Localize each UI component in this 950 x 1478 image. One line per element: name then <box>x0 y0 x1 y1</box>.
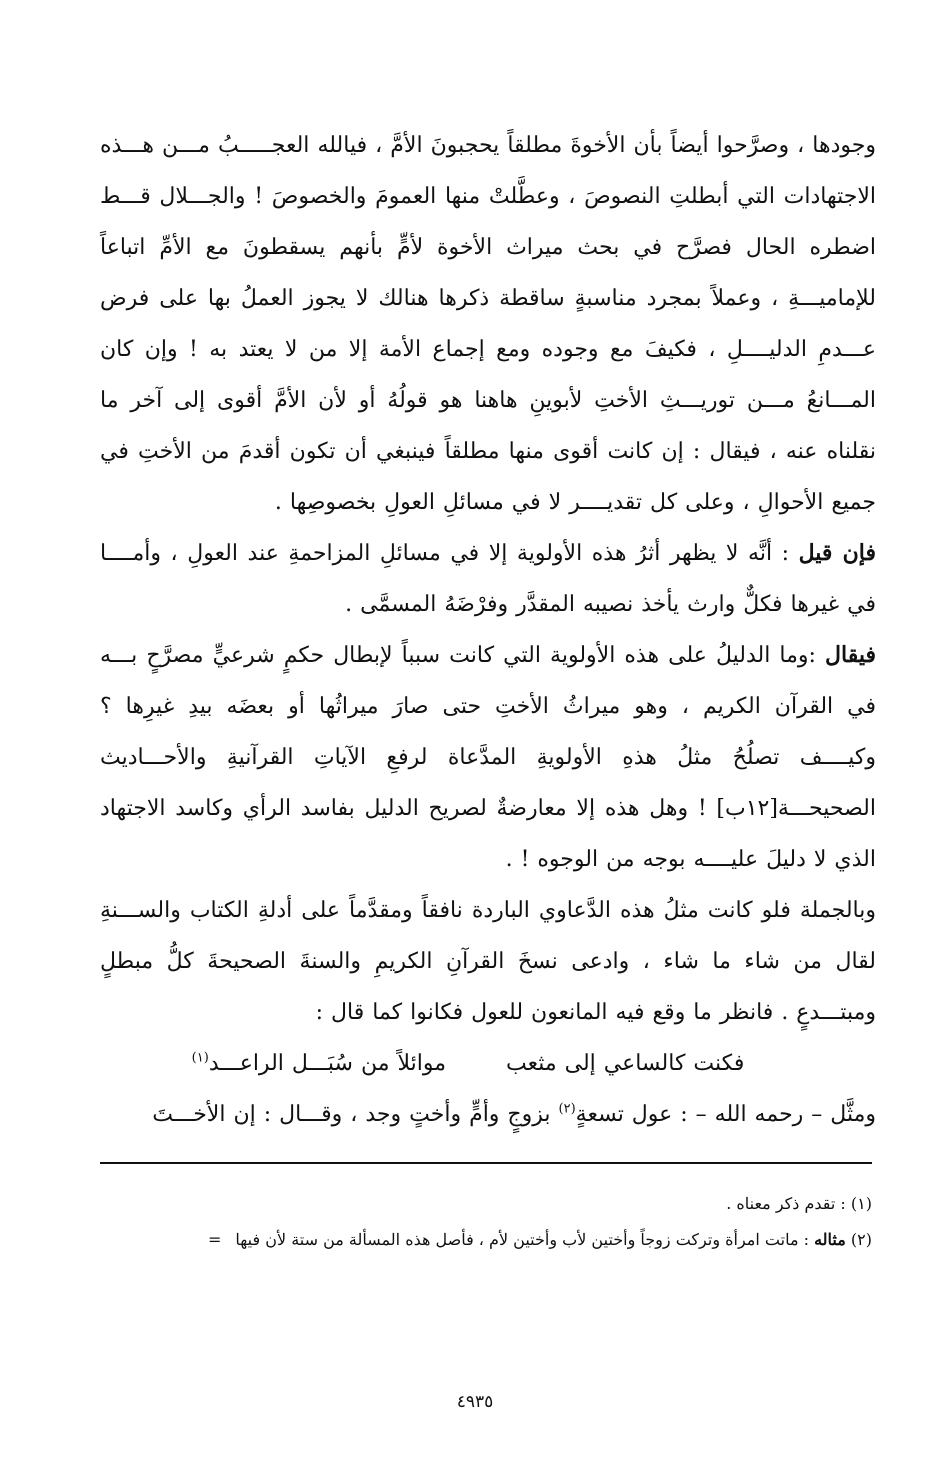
footnote-2-lead: مثاله <box>814 1230 846 1249</box>
footnote-separator <box>100 1162 872 1164</box>
paragraph-4-text: وبالجملة فلو كانت مثلُ هذه الدَّعاوي الباردة نافقاً ومقدَّماً على أدلةِ الكتاب والســـنةِ لقال من شاء ما شاء ، وادعى نسخَ القرآنِ الكريمِ والسنةَ الصحيحةَ كلُّ مبطلٍ ومبتـــدعٍ . فانظر ما وقع فيه المانعون للعول فكانوا كما قال : <box>100 898 876 1025</box>
footnotes <box>100 1186 872 1258</box>
paragraph-1 <box>100 120 876 528</box>
footnote-1-marker: (١) <box>850 1194 872 1213</box>
poem-first-hemistich: فكنت كالساعي إلى مثعب <box>505 1051 745 1076</box>
poem-second-hemistich-text: موائلاً من سُبَـــل الراعـــد <box>208 1051 446 1076</box>
footnote-1-text: : تقدم ذكر معناه . <box>726 1194 851 1213</box>
footnote-2-marker: (٢) <box>850 1230 872 1249</box>
poem-verse <box>100 1038 876 1089</box>
footnote-2-text: : ماتت امرأة وتركت زوجاً وأختين لأب وأختين لأم ، فأصل هذه المسألة من ستة لأن فيها <box>235 1230 815 1249</box>
last-line-after-ref: بزوجٍ وأمٍّ وأختٍ وجد ، وقـــال : إن الأخـــتَ <box>152 1102 559 1127</box>
paragraph-2 <box>100 528 876 630</box>
paragraph-3-text: :وما الدليلُ على هذه الأولوية التي كانت سبباً لإبطال حكمٍ شرعيٍّ مصرَّحٍ بـــه في القرآن الكريم ، وهو ميراثُ الأختِ حتى صارَ ميراثُها أو بعضَه بيدِ غيرِها ؟ وكيــــف تصلُحُ مثلُ هذهِ الأولويةِ المدَّعاة لرفعِ الآياتِ القرآنيةِ والأحـــاديث الصحيحـــة[١٢ب] ! وهل هذه إلا معارضةٌ لصريح الدليل بفاسد الرأي وكاسد الاجتهاد الذي لا دليلَ عليــــه بوجه من الوجوه ! . <box>100 643 876 872</box>
paragraph-3 <box>100 630 876 885</box>
main-text <box>100 120 876 1140</box>
last-line-before-ref: ومثَّل – رحمه الله – : عول تسعةٍ <box>575 1102 876 1127</box>
footnote-ref-1: (١) <box>191 1050 209 1066</box>
paragraph-2-text: : أنَّه لا يظهر أثرُ هذه الأولوية إلا في مسائلِ المزاحمةِ عند العولِ ، وأمــــا في غيرها فكلٌّ وارث يأخذ نصيبه المقدَّر وفرْضَهُ المسمَّى . <box>100 541 876 617</box>
poem-second-hemistich <box>192 1038 446 1089</box>
footnote-2-continuation-mark: = <box>208 1230 222 1249</box>
paragraph-3-lead: فيقال <box>825 642 876 668</box>
page-number: ٤٩٣٥ <box>456 1392 494 1412</box>
footnote-1 <box>100 1186 872 1222</box>
footnote-ref-2: (٢) <box>558 1101 576 1117</box>
last-line <box>100 1089 876 1140</box>
paragraph-4 <box>100 885 876 1038</box>
paragraph-1-text: وجودها ، وصرَّحوا أيضاً بأن الأخوةَ مطلقاً يحجبونَ الأمَّ ، فيالله العجـــــبُ مـــن هـــذه الاجتهادات التي أبطلتِ النصوصَ ، وعطَّلتْ منها العمومَ والخصوصَ ! والجـــلال قـــط اضطره الحال فصرَّح في بحث ميراث الأخوة لأمٍّ بأنهم يسقطونَ مع الأمِّ اتباعاً للإماميـــةِ ، وعملاً بمجرد مناسبةٍ ساقطة ذكرها هنالك لا يجوز العملُ بها على فرض عـــدمِ الدليــــلِ ، فكيفَ مع وجوده ومع إجماع الأمة إلا من لا يعتد به ! وإن كان المـــانعُ مـــن توريـــثِ الأختِ لأبوينِ هاهنا هو قولُهُ أو لأن الأمَّ أقوى إلى آخر ما نقلناه عنه ، فيقال : إن كانت أقوى منها مطلقاً فينبغي أن تكون أقدمَ من الأختِ في جميع الأحوالِ ، وعلى كل تقديــــر لا في مسائلِ العولِ بخصوصِها . <box>100 133 876 515</box>
paragraph-2-lead: فإن قيل <box>798 540 876 566</box>
footnote-2 <box>100 1222 872 1258</box>
